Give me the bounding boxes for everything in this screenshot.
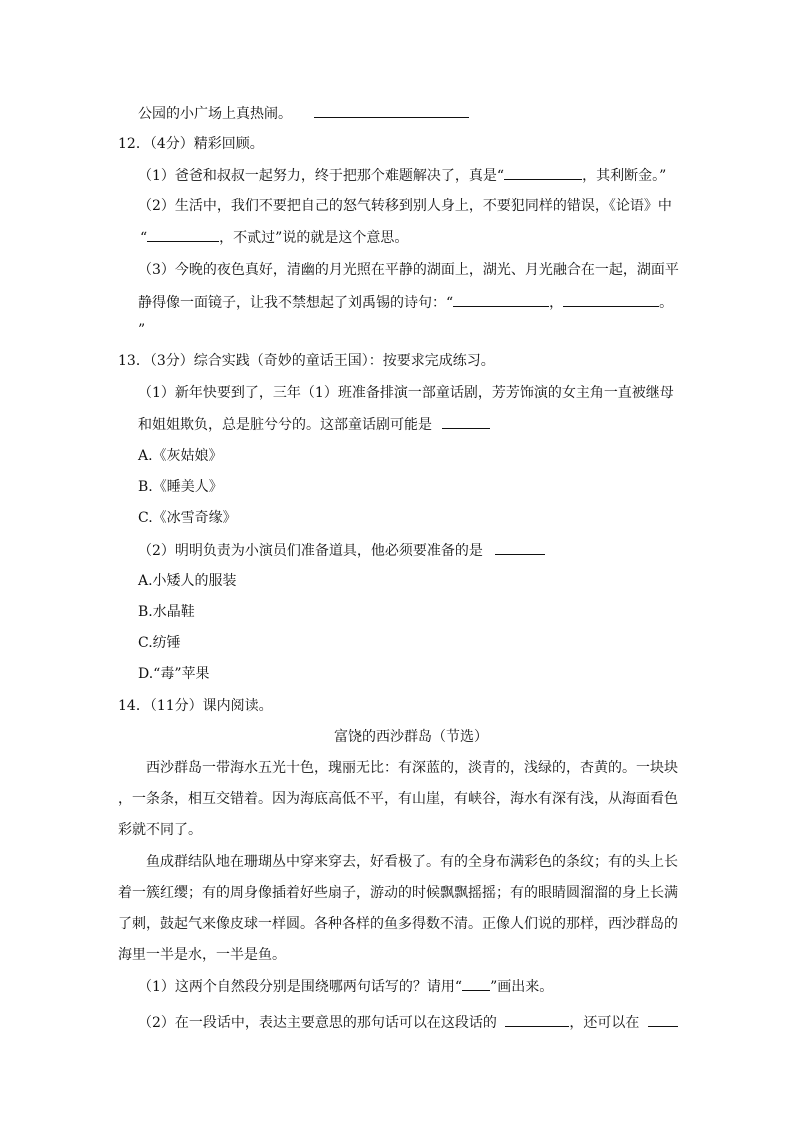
q12-item2-line1: （2）生活中，我们不要把自己的怒气转移到别人身上，不要犯同样的错误，《论语》中: [138, 198, 672, 214]
q12-item2-blank[interactable]: [147, 227, 219, 242]
q14-sub1-underline-sample: [462, 976, 490, 991]
q12-item1-blank[interactable]: [504, 165, 582, 180]
q14-sub2-blank1[interactable]: [505, 1012, 569, 1027]
q13-part1-option-a[interactable]: A.《灰姑娘》: [138, 448, 223, 464]
q12-item3-line1: （3）今晚的夜色真好，清幽的月光照在平静的湖面上，湖光、月光融合在一起，湖面平: [138, 262, 679, 278]
q14-sub1-pre: （1）这两个自然段分别是围绕哪两句话写的？请用“: [138, 979, 463, 995]
passage-para2-line1: 鱼成群结队地在珊瑚丛中穿来穿去，好看极了。有的全身布满彩色的条纹；有的头上长: [146, 854, 678, 870]
q12-item2-pre: “: [140, 230, 148, 246]
q13-part2-text: （2）明明负责为小演员们准备道具，他必须要准备的是: [138, 543, 483, 559]
q13-part2-blank[interactable]: [495, 540, 545, 555]
q13-part2-option-d[interactable]: D.“毒”苹果: [138, 666, 210, 682]
q12-item1: [138, 165, 666, 186]
q13-header: 13．（3分）综合实践（奇妙的童话王国）：按要求完成练习。: [118, 353, 495, 369]
q11-answer-blank[interactable]: [314, 103, 469, 118]
q12-item1-pre: （1）爸爸和叔叔一起努力，终于把那个难题解决了，真是“: [138, 168, 505, 184]
q12-item3-line3: ”: [138, 322, 146, 338]
q13-part1-text: 和姐姐欺负，总是脏兮兮的。这部童话剧可能是: [138, 417, 432, 433]
q13-part1-option-b[interactable]: B.《睡美人》: [138, 479, 223, 495]
q12-item3-blank2[interactable]: [563, 292, 659, 307]
q14-sub2: [138, 1012, 678, 1033]
q14-header: 14．（11分）课内阅读。: [118, 698, 273, 714]
passage-para2-line2: 着一簇红缨；有的周身像插着好些扇子，游动的时候飘飘摇摇；有的眼睛圆溜溜的身上长满: [118, 885, 678, 901]
q14-sub1-post: ”画出来。: [490, 979, 554, 995]
q13-part2-option-c[interactable]: C.纺锤: [138, 635, 181, 651]
q13-part2-option-b[interactable]: B.水晶鞋: [138, 604, 195, 620]
q12-header: 12．（4分）精彩回顾。: [118, 136, 264, 152]
q12-item3-pre: 静得像一面镜子，让我不禁想起了刘禹锡的诗句：“: [138, 295, 454, 311]
passage-para1-line2: ，一条条，相互交错着。因为海底高低不平，有山崖，有峡谷，海水有深有浅，从海面看色: [118, 791, 678, 807]
q14-sub2-pre: （2）在一段话中，表达主要意思的那句话可以在这段话的: [138, 1015, 497, 1031]
q13-part2-line: [138, 540, 545, 561]
q14-sub2-blank2[interactable]: [648, 1012, 678, 1027]
q14-sub2-mid: ，还可以在: [569, 1015, 640, 1031]
q13-part1-line1: （1）新年快要到了，三年（1）班准备排演一部童话剧，芳芳饰演的女主角一直被继母: [138, 385, 674, 401]
q12-item3-mid: ，: [549, 295, 564, 311]
q12-item2-post: ，不贰过”说的就是这个意思。: [219, 230, 409, 246]
passage-para2-line3: 了刺，鼓起气来像皮球一样圆。各种各样的鱼多得数不清。正像人们说的那样，西沙群岛的: [118, 916, 678, 932]
passage-title: 富饶的西沙群岛（节选）: [334, 729, 488, 745]
q12-item3-line2: [138, 292, 673, 313]
q13-part1-line2: [138, 414, 490, 435]
q13-part1-option-c[interactable]: C.《冰雪奇缘》: [138, 510, 237, 526]
passage-para1-line3: 彩就不同了。: [118, 822, 202, 838]
q12-item2-line2: [140, 227, 408, 248]
q11-tail-text: 公园的小广场上真热闹。: [138, 106, 292, 122]
q12-item3-post: 。: [659, 295, 674, 311]
q11-tail-line: [138, 103, 469, 124]
passage-para2-line4: 海里一半是水，一半是鱼。: [118, 947, 286, 963]
q12-item1-post: ，其利断金。”: [582, 168, 667, 184]
q13-part2-option-a[interactable]: A.小矮人的服装: [138, 573, 237, 589]
passage-para1-line1: 西沙群岛一带海水五光十色，瑰丽无比：有深蓝的，淡青的，浅绿的，杏黄的。一块块: [146, 760, 678, 776]
q14-sub1: [138, 976, 553, 997]
q12-item3-blank1[interactable]: [453, 292, 549, 307]
q13-part1-blank[interactable]: [442, 414, 490, 429]
